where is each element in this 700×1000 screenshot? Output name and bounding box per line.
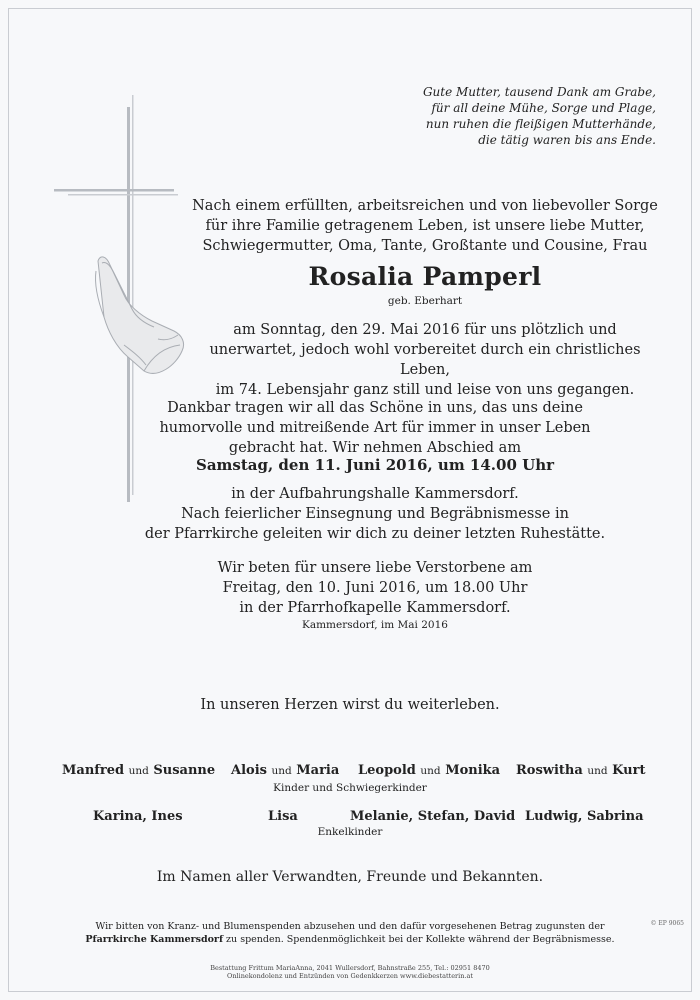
children-label: Kinder und Schwiegerkinder bbox=[273, 782, 427, 794]
closing-text: Im Namen aller Verwandten, Freunde und Bekannten. bbox=[156, 869, 544, 885]
thanks-line: Dankbar tragen wir all das Schöne in uns, das uns deine bbox=[167, 400, 583, 416]
death-line: unerwartet, jedoch wohl vorbereitet durch ein christliches Leben, bbox=[209, 342, 641, 378]
poem-line: Gute Mutter, tausend Dank am Grabe, bbox=[422, 85, 656, 99]
praying-hands-icon bbox=[95, 257, 183, 373]
children-pair bbox=[62, 763, 215, 778]
footer-line: Bestattung Frittum MariaAnna, 2041 Wullersdorf, Bahnstraße 255, Tel.: 02951 8470 bbox=[210, 964, 490, 972]
note-line: Wir bitten von Kranz- und Blumenspenden abzusehen und den dafür vorgesehenen Betrag zugunsten der bbox=[95, 921, 605, 932]
child-name: Leopold bbox=[358, 763, 416, 778]
grandchild-names: Karina, Ines bbox=[93, 809, 183, 824]
footer bbox=[0, 964, 700, 980]
thanks-text bbox=[140, 398, 610, 458]
prayer-text bbox=[140, 558, 610, 618]
child-name: Roswitha bbox=[516, 763, 583, 778]
funeral-place-text bbox=[140, 484, 610, 544]
children-pair bbox=[516, 763, 645, 778]
motto: In unseren Herzen wirst du weiterleben. bbox=[200, 697, 500, 713]
child-name: Manfred bbox=[62, 763, 125, 778]
intro-line: Schwiegermutter, Oma, Tante, Großtante und Cousine, Frau bbox=[202, 238, 648, 254]
death-text bbox=[190, 320, 660, 400]
child-name: Kurt bbox=[612, 763, 646, 778]
funeral-line: der Pfarrkirche geleiten wir dich zu deiner letzten Ruhestätte. bbox=[144, 526, 606, 542]
funeral-line: in der Aufbahrungshalle Kammersdorf. bbox=[231, 486, 519, 502]
poem-line: die tätig waren bis ans Ende. bbox=[478, 133, 656, 147]
donation-note bbox=[60, 920, 640, 946]
funeral-date: Samstag, den 11. Juni 2016, um 14.00 Uhr bbox=[195, 456, 555, 474]
intro-text bbox=[190, 196, 660, 256]
deceased-name: Rosalia Pamperl bbox=[308, 262, 542, 291]
funeral-line: Nach feierlicher Einsegnung und Begräbnismesse in bbox=[181, 506, 569, 522]
child-name: Susanne bbox=[153, 763, 216, 778]
prayer-line: in der Pfarrhofkapelle Kammersdorf. bbox=[239, 600, 511, 616]
poem-line: für all deine Mühe, Sorge und Plage, bbox=[431, 101, 656, 115]
footer-line: Onlinekondolenz und Entzünden von Gedenkkerzen www.diebestatterin.at bbox=[227, 972, 473, 980]
und-word: und bbox=[128, 765, 149, 777]
intro-line: Nach einem erfüllten, arbeitsreichen und von liebevoller Sorge bbox=[192, 198, 658, 214]
prayer-line: Wir beten für unsere liebe Verstorbene am bbox=[217, 560, 533, 576]
prayer-line: Freitag, den 10. Juni 2016, um 18.00 Uhr bbox=[222, 580, 528, 596]
child-name: Maria bbox=[296, 763, 340, 778]
poem bbox=[356, 84, 656, 148]
maiden-name: geb. Eberhart bbox=[387, 295, 463, 307]
child-name: Alois bbox=[231, 763, 267, 778]
place-date: Kammersdorf, im Mai 2016 bbox=[302, 619, 448, 631]
death-line: im 74. Lebensjahr ganz still und leise von uns gegangen. bbox=[215, 382, 635, 398]
grandchild-names: Lisa bbox=[268, 809, 298, 824]
und-word: und bbox=[271, 765, 292, 777]
intro-line: für ihre Familie getragenem Leben, ist unsere liebe Mutter, bbox=[205, 218, 645, 234]
child-name: Monika bbox=[445, 763, 501, 778]
note-rest: zu spenden. Spendenmöglichkeit bei der Kollekte während der Begräbnismesse. bbox=[223, 934, 615, 945]
thanks-line: humorvolle und mitreißende Art für immer in unser Leben bbox=[159, 420, 591, 436]
print-code: © EP 9065 bbox=[650, 920, 684, 927]
grandchildren-label: Enkelkinder bbox=[317, 826, 383, 838]
children-pair bbox=[358, 763, 500, 778]
note-bold: Pfarrkirche Kammersdorf bbox=[85, 934, 224, 945]
thanks-line: gebracht hat. Wir nehmen Abschied am bbox=[228, 440, 522, 456]
death-line: am Sonntag, den 29. Mai 2016 für uns plötzlich und bbox=[233, 322, 617, 338]
grandchild-names: Ludwig, Sabrina bbox=[525, 809, 644, 824]
und-word: und bbox=[420, 765, 441, 777]
grandchild-names: Melanie, Stefan, David bbox=[350, 809, 516, 824]
note-line bbox=[60, 933, 640, 946]
poem-line: nun ruhen die fleißigen Mutterhände, bbox=[425, 117, 656, 131]
und-word: und bbox=[587, 765, 608, 777]
children-pair bbox=[231, 763, 339, 778]
